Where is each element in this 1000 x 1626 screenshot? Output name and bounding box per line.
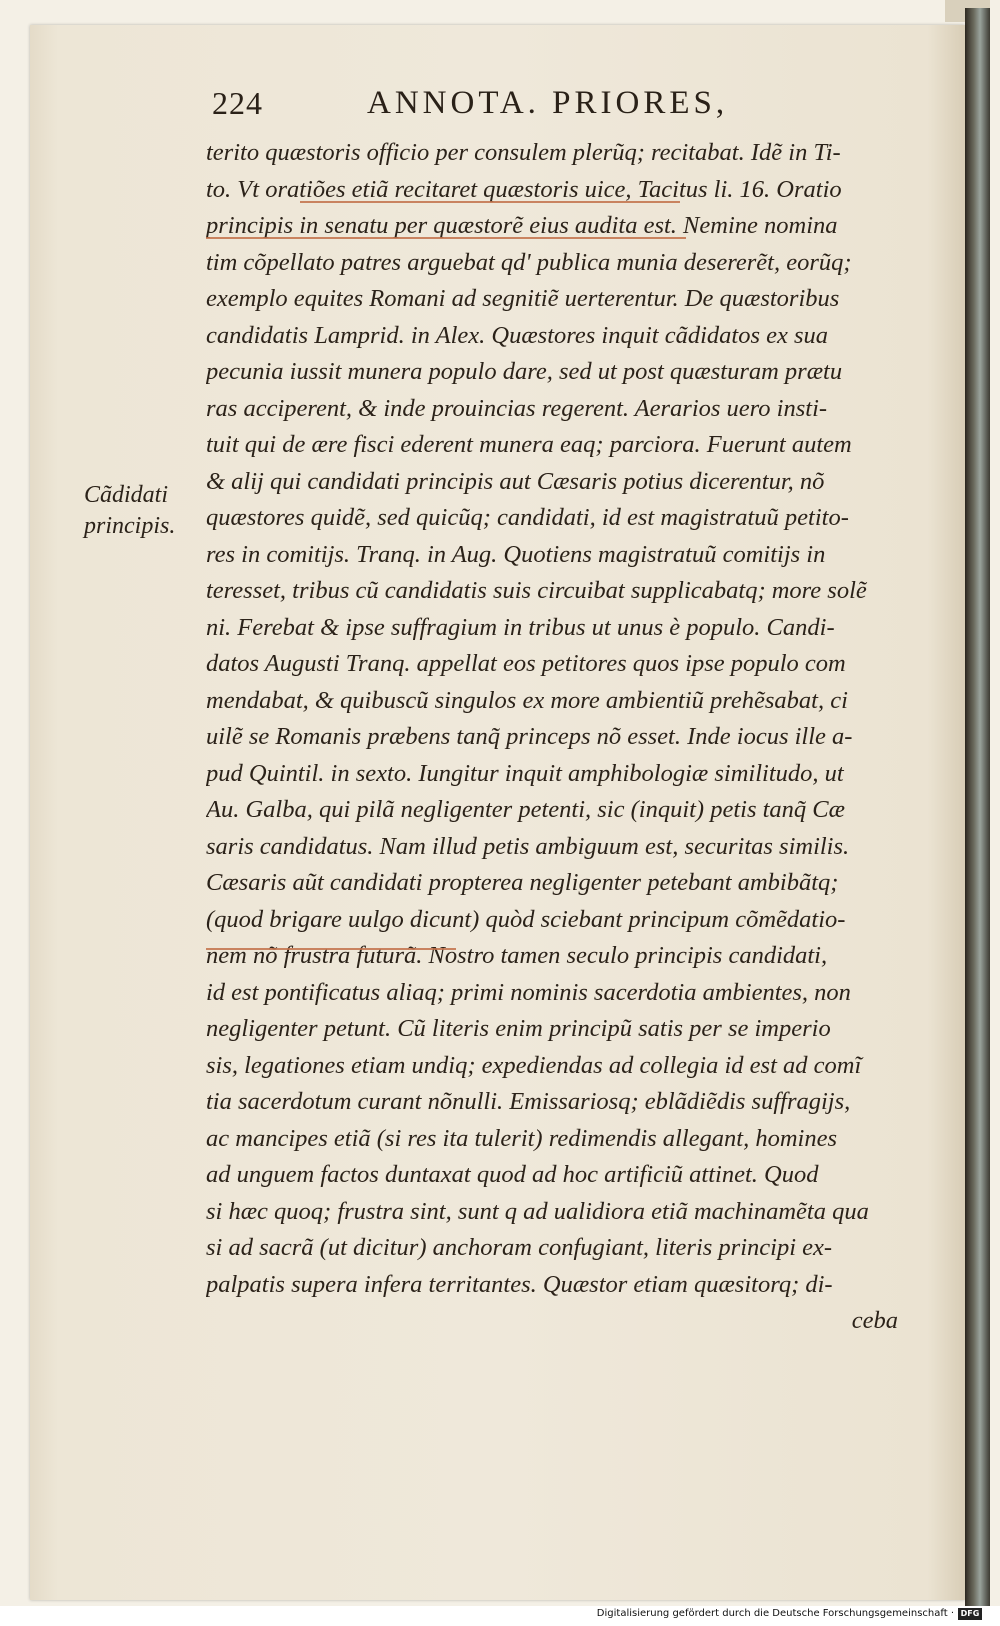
text-line: & alij qui candidati principis aut Cæsaris potius dicerentur, nõ — [206, 467, 825, 495]
text-line: to. Vt oratiões etiã recitaret quæstoris uice, Tacitus li. 16. Oratio — [206, 175, 842, 203]
catchword: ceba — [851, 1307, 898, 1334]
text-line: nem nõ frustra futurã. Nostro tamen seculo principis candidati, — [206, 942, 828, 969]
dfg-logo: DFG — [958, 1608, 982, 1620]
text-line: si hæc quoq; frustra sint, sunt q ad ualidiora etiã machinamẽta qua — [206, 1197, 869, 1225]
text-line: pud Quintil. in sexto. Iungitur inquit amphibologiæ similitudo, ut — [206, 759, 844, 787]
text-line: teresset, tribus cũ candidatis suis circuibat supplicabatq; more solẽ — [206, 577, 867, 604]
text-line: sis, legationes etiam undiq; expediendas ad collegia id est ad comĩ — [206, 1051, 862, 1079]
text-line: quæstores quidẽ, sed quicũq; candidati, id est magistratuũ petito- — [206, 504, 849, 531]
book-spine-edge — [965, 8, 990, 1606]
page-header — [212, 85, 912, 125]
text-line: exemplo equites Romani ad segnitiẽ uerterentur. De quæstoribus — [206, 285, 840, 312]
text-line: negligenter petunt. Cũ literis enim principũ satis per se imperio — [206, 1015, 831, 1042]
ink-underline — [300, 201, 680, 203]
marginal-note-line: Cãdidati — [84, 482, 169, 508]
text-line: si ad sacrã (ut dicitur) anchoram confugiant, literis principi ex- — [206, 1234, 833, 1261]
text-line: tim cõpellato patres arguebat qd' publica munia desererẽt, eorũq; — [206, 248, 852, 276]
running-head: ANNOTA. PRIORES, — [367, 85, 729, 121]
text-line: pecunia iussit munera populo dare, sed ut post quæsturam prætu — [206, 358, 843, 385]
marginal-note-line: principis. — [84, 513, 176, 539]
text-line: tia sacerdotum curant nõnulli. Emissariosq; eblãdiẽdis suffragijs, — [206, 1088, 851, 1115]
ink-underline — [206, 237, 686, 239]
text-line: ac mancipes etiã (si res ita tulerit) redimendis allegant, homines — [206, 1124, 838, 1152]
text-line: res in comitijs. Tranq. in Aug. Quotiens magistratuũ comitijs in — [206, 540, 826, 568]
text-line: id est pontificatus aliaq; primi nominis sacerdotia ambientes, non — [206, 978, 851, 1006]
marginal-note — [84, 480, 202, 542]
text-line: ad unguem factos duntaxat quod ad hoc artificiũ attinet. Quod — [206, 1161, 819, 1188]
body-text — [206, 135, 906, 1340]
text-line: datos Augusti Tranq. appellat eos petitores quos ipse populo com — [206, 650, 846, 677]
text-line: terito quæstoris officio per consulem plerũq; recitabat. Idẽ in Ti- — [206, 139, 841, 166]
text-line: saris candidatus. Nam illud petis ambiguum est, securitas similis. — [206, 832, 850, 860]
text-line: palpatis supera infera territantes. Quæstor etiam quæsitorq; di- — [206, 1270, 833, 1298]
ink-underline — [206, 948, 456, 950]
text-line: candidatis Lamprid. in Alex. Quæstores inquit cãdidatos ex sua — [206, 321, 829, 349]
text-line: uilẽ se Romanis præbens tanq̃ princeps nõ esset. Inde iocus ille a- — [206, 723, 853, 750]
text-line: Cæsaris aũt candidati propterea negligenter petebant ambibãtq; — [206, 869, 839, 896]
text-line: (quod brigare uulgo dicunt) quòd sciebant principum cõmẽdatio- — [206, 905, 846, 933]
text-line: tuit qui de ære fisci ederent munera eaq; parciora. Fuerunt autem — [206, 431, 852, 458]
page-number: 224 — [212, 85, 263, 121]
text-line: mendabat, & quibuscũ singulos ex more ambientiũ prehẽsabat, ci — [206, 686, 848, 714]
text-line: principis in senatu per quæstorẽ eius audita est. Nemine nomina — [206, 212, 838, 239]
text-line: Au. Galba, qui pilã negligenter petenti, sic (inquit) petis tanq̃ Cæ — [206, 796, 845, 823]
digitization-credit: Digitalisierung gefördert durch die Deutsche Forschungsgemeinschaft · — [596, 1608, 954, 1619]
text-line: ras acciperent, & inde prouincias regerent. Aerarios uero insti- — [206, 394, 828, 422]
text-line: ni. Ferebat & ipse suffragium in tribus ut unus è populo. Candi- — [206, 613, 835, 641]
